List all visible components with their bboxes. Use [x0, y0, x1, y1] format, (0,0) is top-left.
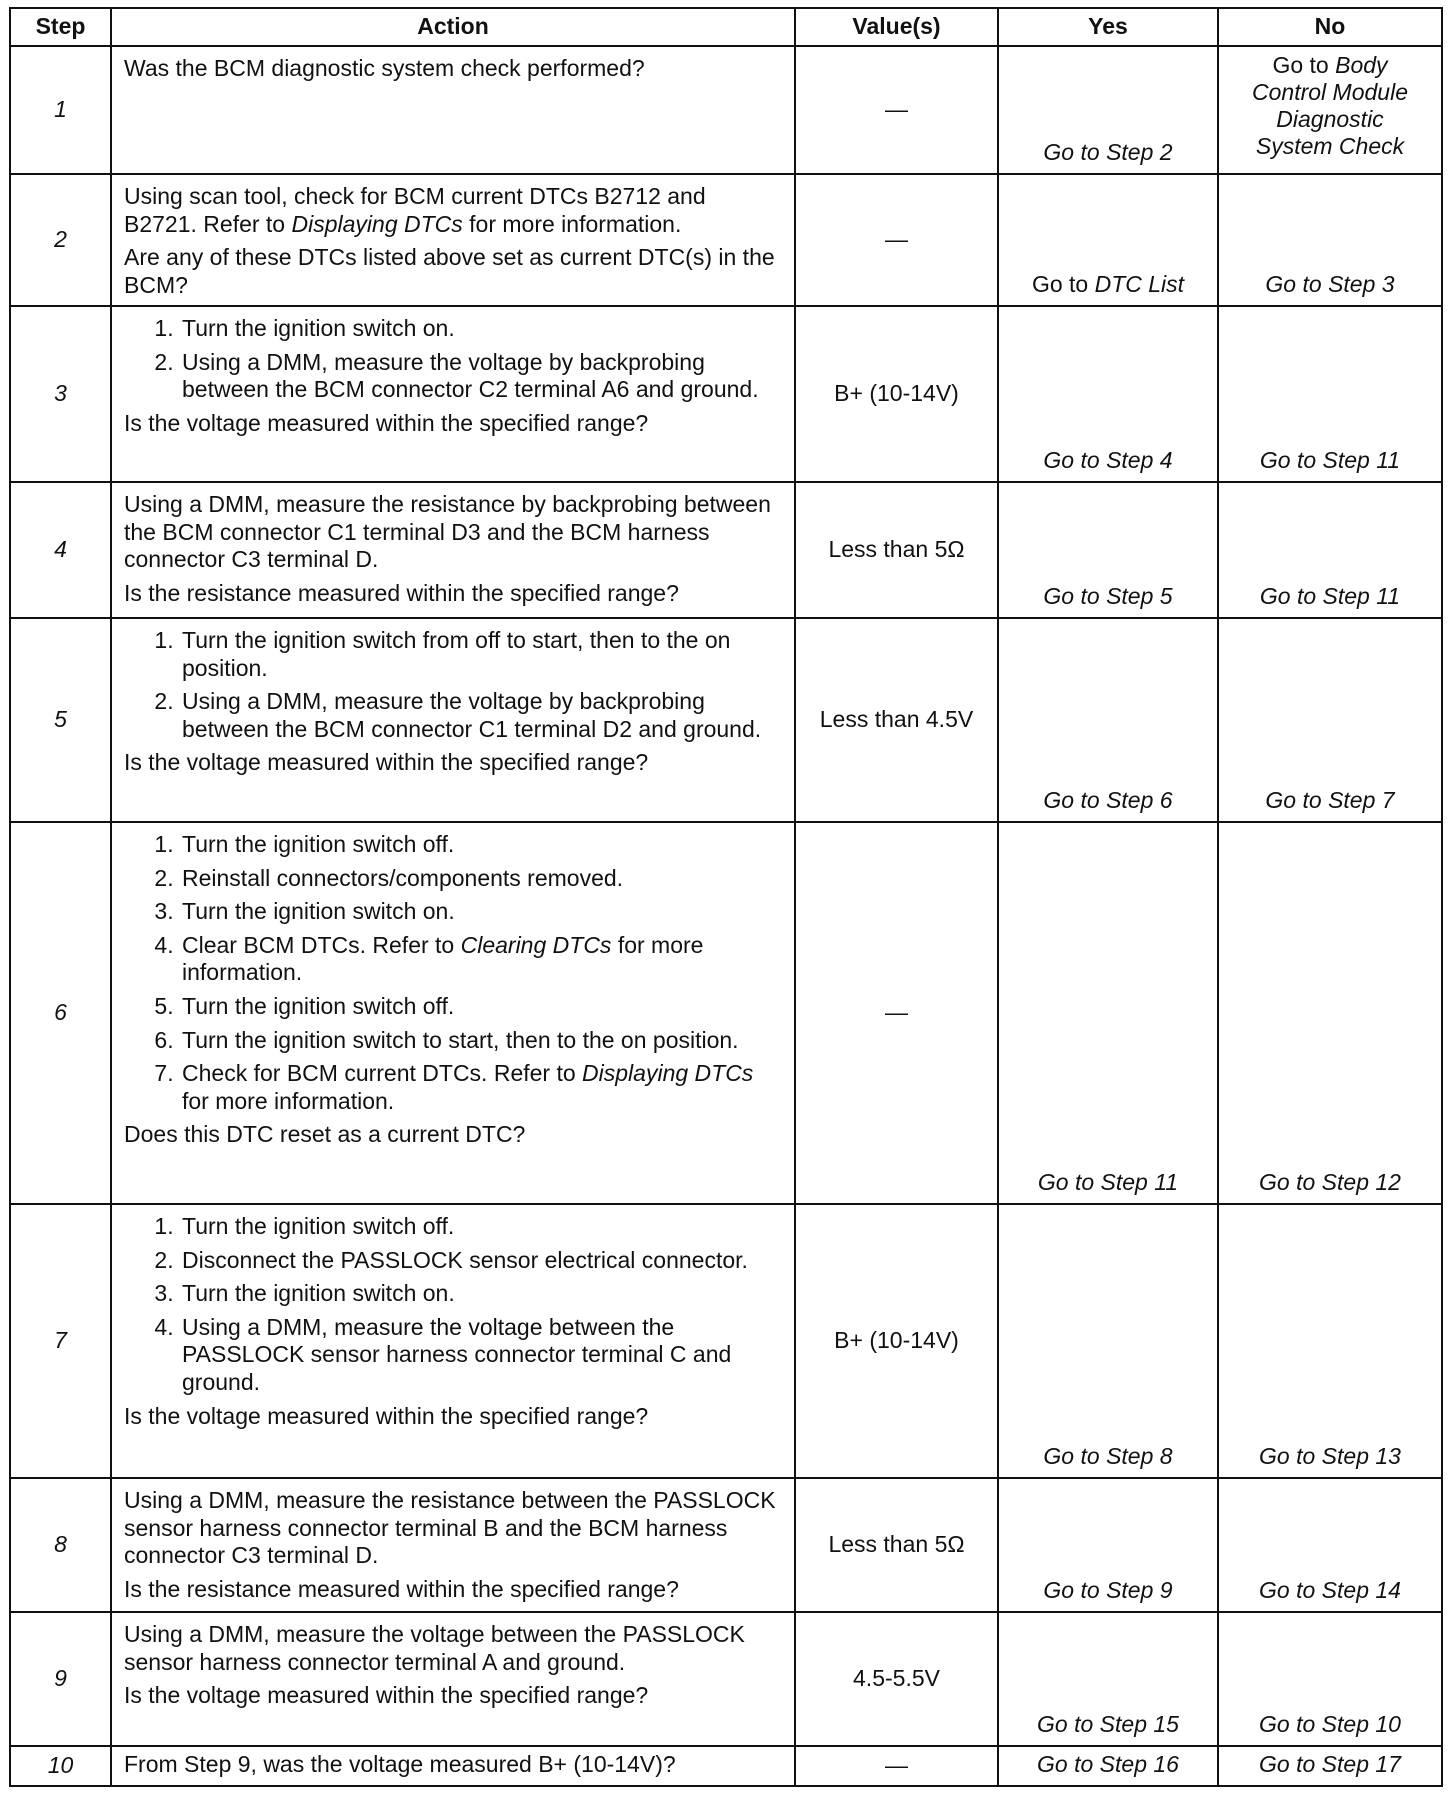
table-row	[10, 1204, 1442, 1478]
action-cell	[111, 46, 795, 174]
action-cell	[111, 822, 795, 1204]
list-item: 4. Clear BCM DTCs. Refer to Clearing DTCs for more information.	[180, 932, 784, 987]
list-item: 7. Check for BCM current DTCs. Refer to Displaying DTCs for more information.	[180, 1060, 784, 1115]
step-number: 3	[10, 306, 111, 482]
table-row	[10, 174, 1442, 306]
action-question: Is the voltage measured within the specified range?	[124, 749, 649, 776]
action-intro: Using a DMM, measure the voltage between the PASSLOCK sensor harness connector terminal A and ground.	[124, 1621, 745, 1675]
table-row	[10, 1478, 1442, 1612]
list-item: 1. Turn the ignition switch off.	[180, 1213, 784, 1241]
list-item: 2. Using a DMM, measure the voltage by backprobing between the BCM connector C1 terminal D2 and ground.	[180, 688, 784, 743]
action-question: Was the BCM diagnostic system check performed?	[124, 55, 645, 81]
table-row	[10, 482, 1442, 618]
yes-cell: Go to DTC List	[998, 174, 1218, 306]
no-line: Diagnostic	[1276, 106, 1384, 133]
action-question: Does this DTC reset as a current DTC?	[124, 1121, 526, 1148]
table-row	[10, 1746, 1442, 1786]
action-cell	[111, 1204, 795, 1478]
step-number: 2	[10, 174, 111, 306]
value-cell: 4.5-5.5V	[795, 1612, 998, 1746]
list-item: 1. Turn the ignition switch from off to start, then to the on position.	[180, 627, 784, 682]
step-number: 1	[10, 46, 111, 174]
action-question: Is the voltage measured within the specified range?	[124, 1402, 649, 1429]
step-number: 8	[10, 1478, 111, 1612]
no-line: System Check	[1255, 133, 1405, 160]
list-item: 1. Turn the ignition switch on.	[180, 315, 784, 343]
step-number: 10	[10, 1746, 111, 1786]
yes-cell: Go to Step 4	[998, 306, 1218, 482]
table-row	[10, 1612, 1442, 1746]
value-cell: —	[795, 174, 998, 306]
yes-cell: Go to Step 6	[998, 618, 1218, 822]
step-number: 4	[10, 482, 111, 618]
diagnostic-table-document	[9, 7, 1441, 1787]
no-cell: Go to Step 12	[1218, 822, 1442, 1204]
yes-cell: Go to Step 11	[998, 822, 1218, 1204]
action-steps-list	[124, 831, 784, 1115]
action-cell	[111, 1746, 795, 1786]
action-question: From Step 9, was the voltage measured B+ (10-14V)?	[124, 1751, 676, 1777]
value-cell: B+ (10-14V)	[795, 1204, 998, 1478]
action-steps-list	[124, 627, 784, 743]
table-row	[10, 822, 1442, 1204]
list-item: 3. Turn the ignition switch on.	[180, 898, 784, 926]
value-cell: B+ (10-14V)	[795, 306, 998, 482]
value-cell: —	[795, 1746, 998, 1786]
no-cell: Go to Step 3	[1218, 174, 1442, 306]
action-cell	[111, 1478, 795, 1612]
action-question: Are any of these DTCs listed above set as current DTC(s) in the BCM?	[124, 244, 775, 298]
yes-cell: Go to Step 9	[998, 1478, 1218, 1612]
value-cell: —	[795, 822, 998, 1204]
list-item: 3. Turn the ignition switch on.	[180, 1280, 784, 1308]
no-cell: Go to Step 10	[1218, 1612, 1442, 1746]
action-cell	[111, 306, 795, 482]
action-cell	[111, 482, 795, 618]
list-item: 4. Using a DMM, measure the voltage between the PASSLOCK sensor harness connector terminal C and ground.	[180, 1314, 784, 1397]
list-item: 1. Turn the ignition switch off.	[180, 831, 784, 859]
yes-cell: Go to Step 2	[998, 46, 1218, 174]
list-item: 2. Disconnect the PASSLOCK sensor electrical connector.	[180, 1247, 784, 1275]
action-question: Is the resistance measured within the specified range?	[124, 1575, 679, 1602]
yes-cell: Go to Step 16	[998, 1746, 1218, 1786]
header-step: Step	[10, 8, 111, 46]
yes-cell: Go to Step 8	[998, 1204, 1218, 1478]
list-item: 5. Turn the ignition switch off.	[180, 993, 784, 1021]
no-cell: Go to Step 17	[1218, 1746, 1442, 1786]
step-number: 6	[10, 822, 111, 1204]
value-cell: Less than 5Ω	[795, 1478, 998, 1612]
yes-cell: Go to Step 15	[998, 1612, 1218, 1746]
header-action: Action	[111, 8, 795, 46]
action-intro: Using a DMM, measure the resistance by backprobing between the BCM connector C1 terminal D3 and the BCM harness connector C3 terminal D.	[124, 491, 771, 573]
action-cell	[111, 174, 795, 306]
header-no: No	[1218, 8, 1442, 46]
no-cell: Go to Step 11	[1218, 306, 1442, 482]
list-item: 6. Turn the ignition switch to start, then to the on position.	[180, 1027, 784, 1055]
value-cell: Less than 4.5V	[795, 618, 998, 822]
step-number: 7	[10, 1204, 111, 1478]
action-intro: Using a DMM, measure the resistance between the PASSLOCK sensor harness connector terminal B and the BCM harness connector C3 terminal D.	[124, 1487, 776, 1569]
action-steps-list	[124, 315, 784, 404]
table-row	[10, 306, 1442, 482]
no-cell: Go to Body Control Module Diagnostic System Check	[1218, 46, 1442, 174]
header-yes: Yes	[998, 8, 1218, 46]
action-question: Is the voltage measured within the specified range?	[124, 409, 649, 436]
action-steps-list	[124, 1213, 784, 1397]
step-number: 9	[10, 1612, 111, 1746]
no-cell: Go to Step 14	[1218, 1478, 1442, 1612]
no-cell: Go to Step 7	[1218, 618, 1442, 822]
diagnostic-table	[9, 7, 1443, 1787]
list-item: 2. Using a DMM, measure the voltage by backprobing between the BCM connector C2 terminal A6 and ground.	[180, 349, 784, 404]
action-intro: Using scan tool, check for BCM current DTCs B2712 and B2721. Refer to Displaying DTCs for more information.	[124, 183, 706, 237]
action-cell	[111, 1612, 795, 1746]
no-cell: Go to Step 13	[1218, 1204, 1442, 1478]
action-cell	[111, 618, 795, 822]
action-question: Is the voltage measured within the specified range?	[124, 1682, 649, 1709]
yes-cell: Go to Step 5	[998, 482, 1218, 618]
action-question: Is the resistance measured within the specified range?	[124, 579, 679, 606]
list-item: 2. Reinstall connectors/components removed.	[180, 865, 784, 893]
value-cell: —	[795, 46, 998, 174]
header-row	[10, 8, 1442, 46]
table-row	[10, 618, 1442, 822]
no-line: Control Module	[1252, 79, 1408, 106]
step-number: 5	[10, 618, 111, 822]
header-values: Value(s)	[795, 8, 998, 46]
no-cell: Go to Step 11	[1218, 482, 1442, 618]
value-cell: Less than 5Ω	[795, 482, 998, 618]
table-row	[10, 46, 1442, 174]
